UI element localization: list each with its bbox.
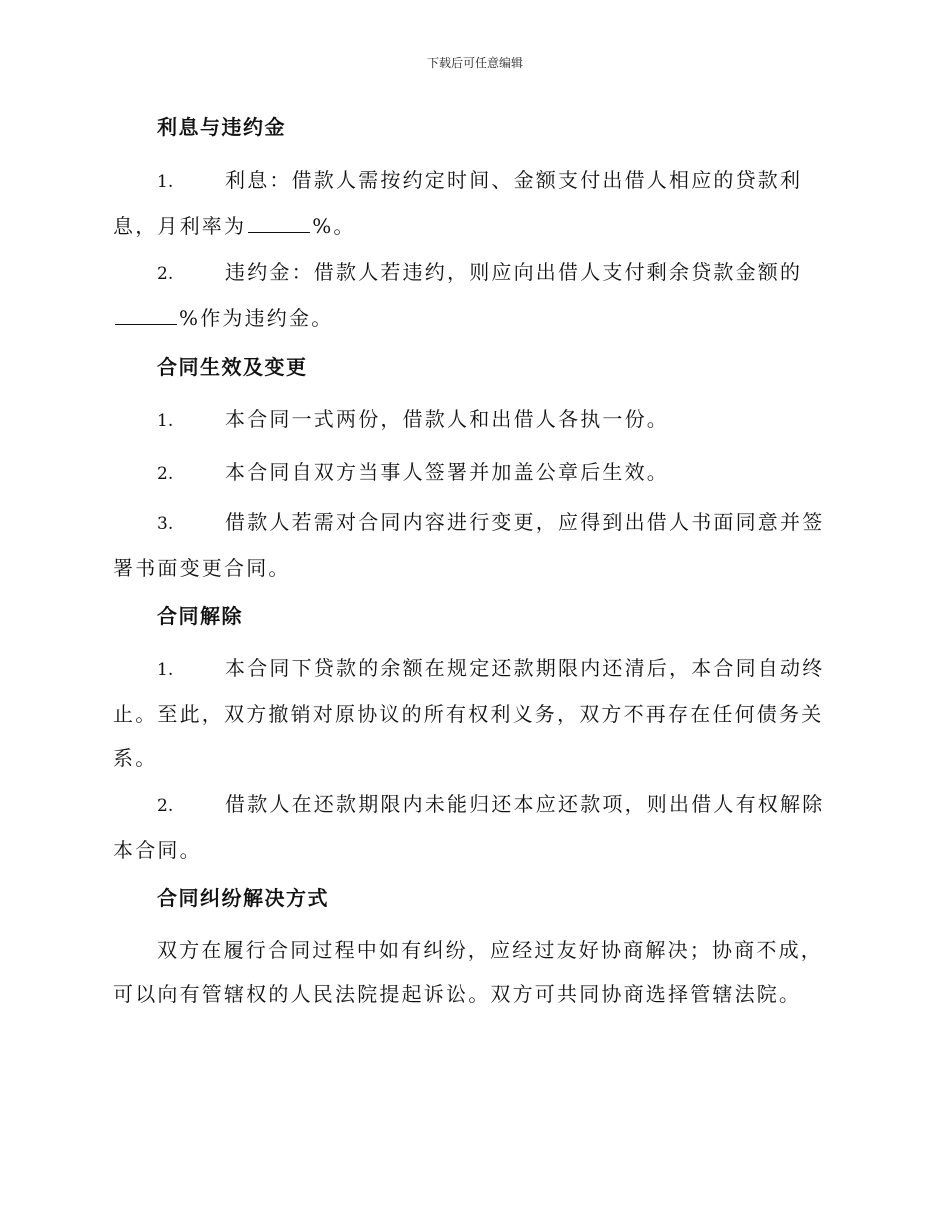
section-heading-interest: 利息与违约金: [157, 115, 286, 139]
clause-interest: [113, 158, 835, 248]
clause-number: 1.: [157, 411, 174, 431]
clause-number: 1.: [157, 172, 174, 192]
clause-text: 本合同下贷款的余额在规定还款期限内还清后，本合同自动终止。至此，双方撤销对原协议的所有权利义务，双方不再存在任何债务关系。: [113, 656, 825, 770]
section-heading-effect: 合同生效及变更: [157, 355, 308, 379]
clause-penalty: [113, 250, 835, 340]
section-heading-termination: 合同解除: [157, 604, 243, 628]
fill-blank-penalty-rate[interactable]: [115, 304, 177, 325]
clause-text: 本合同一式两份，借款人和出借人各执一份。: [225, 407, 669, 431]
clause-text: 利息：借款人需按约定时间、金额支付出借人相应的贷款利息，月利率为: [113, 168, 803, 238]
fill-blank-monthly-rate[interactable]: [248, 212, 310, 233]
clause-text-suffix: %。: [312, 214, 356, 238]
clause-copies: [113, 397, 835, 443]
section-heading-dispute: 合同纠纷解决方式: [157, 886, 329, 910]
clause-number: 1.: [157, 660, 174, 680]
clause-number: 2.: [157, 264, 174, 284]
clause-lender-termination: [113, 782, 835, 872]
clause-number: 3.: [157, 514, 174, 534]
clause-text: 本合同自双方当事人签署并加盖公章后生效。: [225, 460, 669, 484]
clause-text: 违约金：借款人若违约，则应向出借人支付剩余贷款金额的: [225, 260, 803, 284]
clause-amendment: [113, 500, 835, 590]
clause-effective: [113, 450, 835, 496]
clause-number: 2.: [157, 796, 174, 816]
clause-text-suffix: %作为违约金。: [179, 306, 334, 330]
clause-number: 2.: [157, 464, 174, 484]
clause-auto-termination: [113, 646, 835, 780]
clause-text: 借款人若需对合同内容进行变更，应得到出借人书面同意并签署书面变更合同。: [113, 510, 825, 580]
page-header: 下载后可任意编辑: [426, 56, 523, 70]
clause-dispute-resolution: 双方在履行合同过程中如有纠纷，应经过友好协商解决；协商不成，可以向有管辖权的人民法院提起诉讼。双方可共同协商选择管辖法院。: [113, 938, 823, 1006]
clause-text: 借款人在还款期限内未能归还本应还款项，则出借人有权解除本合同。: [113, 792, 825, 862]
